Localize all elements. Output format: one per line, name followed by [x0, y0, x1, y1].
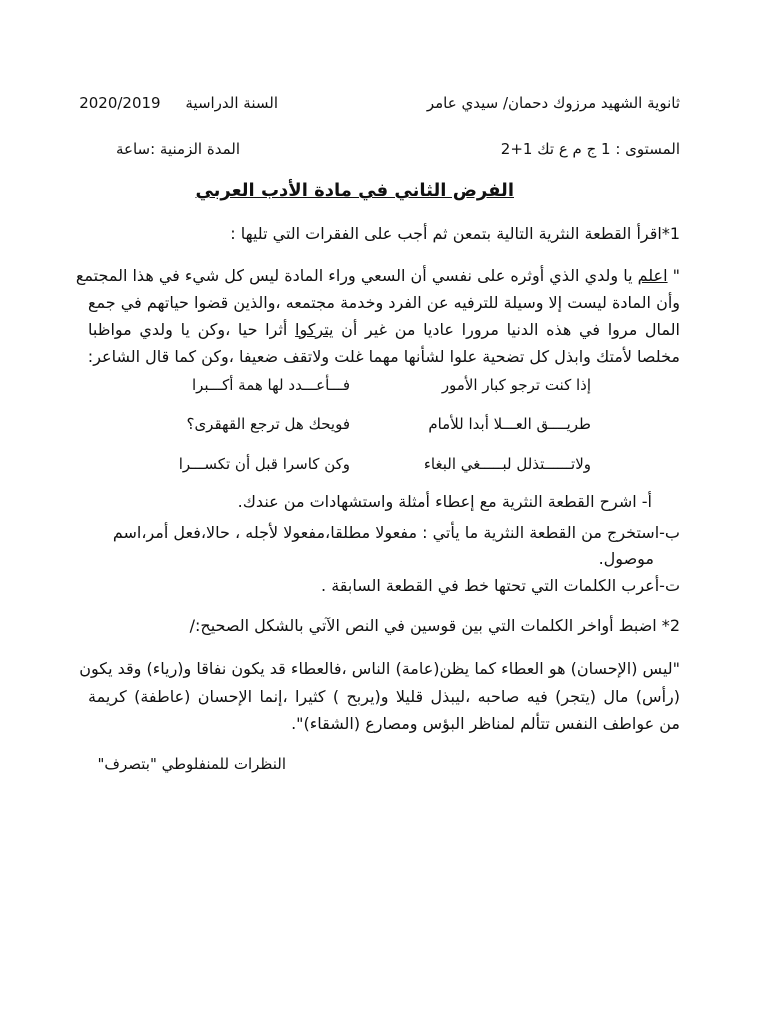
passage-line-3 — [88, 320, 680, 340]
passage-text: يا ولدي الذي أوثره على نفسي أن السعي وراء المادة ليس كل شيء في هذا المجتمع — [75, 266, 638, 285]
task-b: ب-استخرج من القطعة النثرية ما يأتي : مفعولا مطلقا،مفعولا لأجله ، حالا،فعل أمر،اسم — [112, 523, 680, 542]
exam-title: الفرض الثاني في مادة الأدب العربي — [195, 180, 514, 201]
question-1-prompt: 1*اقرأ القطعة النثرية التالية بتمعن ثم أجب على الفقرات التي تليها : — [230, 224, 680, 243]
school-year-label: السنة الدراسية — [185, 94, 278, 112]
passage-text: أثرا حيا ،وكن يا ولدي مواظبا — [88, 320, 296, 339]
verse-3-second: وكن كاسرا قبل أن تكســـرا — [178, 455, 350, 473]
q2-text-line-2: (رأس) مال (يتجر) فيه صاحبه ،ليبذل قليلا و(يربح ) كثيرا ،إنما الإحسان (عاطفة) كريمة — [88, 687, 680, 706]
school-year — [79, 93, 278, 113]
underlined-word: اعلم — [637, 266, 668, 285]
school-year-value: 2020/2019 — [79, 94, 161, 112]
verse-3-first: ولاتــــــتذلل لبـــــغي البغاء — [423, 455, 591, 473]
verse-2-second: فويحك هل ترجع القهقرى؟ — [186, 415, 350, 433]
verse-2-first: طريــــق العـــلا أبدا للأمام — [428, 415, 591, 433]
passage-text: المال مروا في هذه الدنيا مرورا عاديا من غير أن — [333, 320, 680, 339]
passage-text: " — [667, 266, 680, 285]
task-b-continued: موصول. — [598, 549, 654, 568]
passage-line-2: وأن المادة ليست إلا وسيلة للترفيه عن الفرد وخدمة مجتمعه ،والذين قضوا حياتهم في جمع — [88, 293, 680, 312]
q2-text-line-3: من عواطف النفس تتألم لمناظر البؤس ومصارع (الشقاء)". — [291, 714, 680, 733]
q2-text-line-1: "ليس (الإحسان) هو العطاء كما يظن(عامة) الناس ،فالعطاء قد يكون نفاقا و(رياء) وقد يكون — [79, 659, 680, 678]
verse-1-second: فـــأعـــدد لها همة أكـــبرا — [191, 376, 350, 394]
underlined-word: يتركوا — [295, 320, 334, 339]
class-level: المستوى : 1 ج م ع تك 1+2 — [500, 140, 680, 158]
task-a: أ- اشرح القطعة النثرية مع إعطاء أمثلة واستشهادات من عندك. — [237, 492, 652, 511]
task-c: ت-أعرب الكلمات التي تحتها خط في القطعة السابقة . — [321, 576, 680, 595]
school-name: ثانوية الشهيد مرزوك دحمان/ سيدي عامر — [426, 94, 680, 112]
exam-duration: المدة الزمنية :ساعة — [115, 140, 240, 158]
passage-line-4: مخلصا لأمتك وابذل كل تضحية علوا لشأنها مهما غلت ولاتقف ضعيفا ،وكن كما قال الشاعر: — [87, 347, 680, 366]
verse-1-first: إذا كنت ترجو كبار الأمور — [441, 376, 591, 394]
question-2-prompt: 2* اضبط أواخر الكلمات التي بين قوسين في النص الآتي بالشكل الصحيح:/ — [189, 616, 680, 635]
text-source: النظرات للمنفلوطي "بتصرف" — [97, 755, 286, 773]
passage-line-1 — [75, 266, 680, 286]
